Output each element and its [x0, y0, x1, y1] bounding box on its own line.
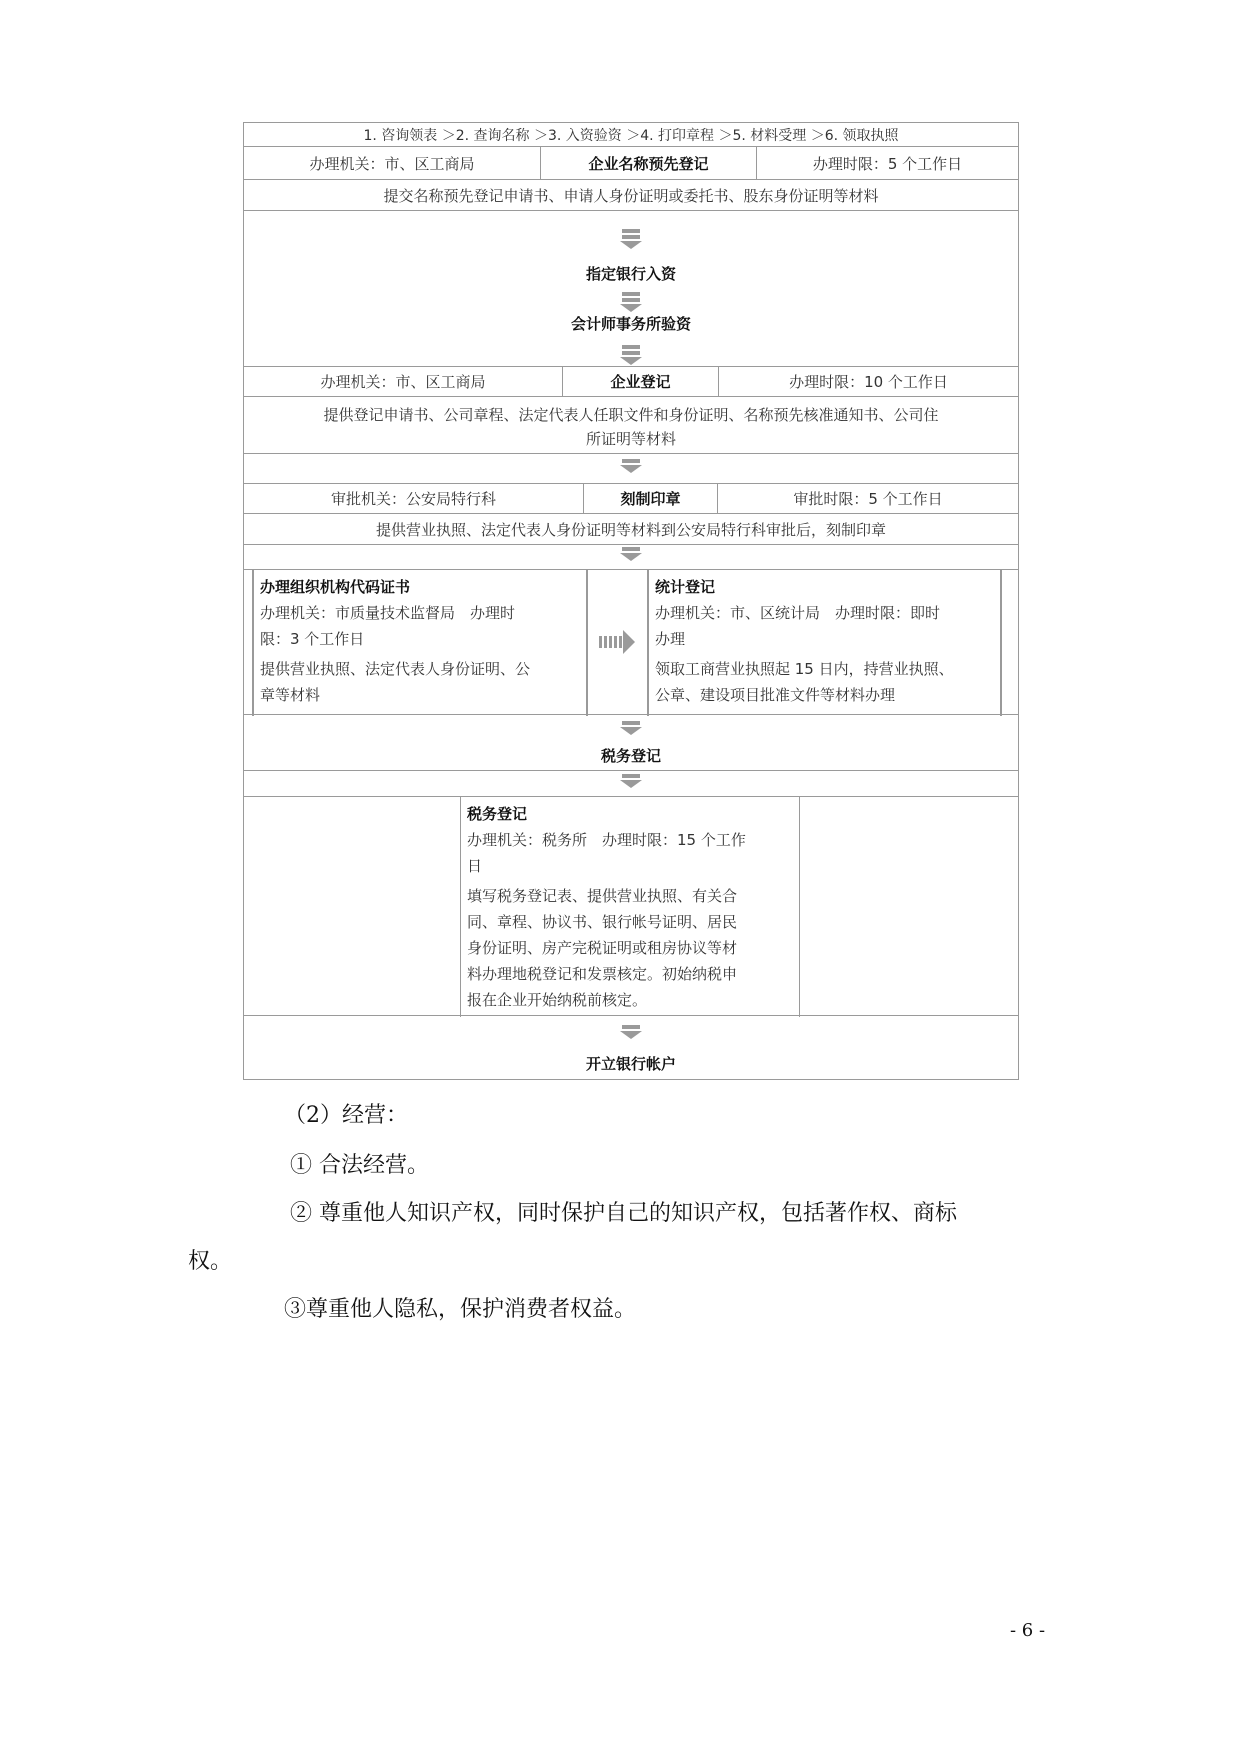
- org-code-agency-line1: 办理机关：市质量技术监督局 办理时: [260, 604, 516, 622]
- down-arrow-icon: [622, 345, 640, 365]
- down-arrow-icon: [622, 459, 640, 473]
- stats-title: 统计登记: [655, 578, 716, 596]
- org-code-agency-line2: 限：3 个工作日: [260, 630, 365, 648]
- tax-detail-materials-line: 料办理地税登记和发票核定。初始纳税申: [467, 965, 738, 983]
- step-capital-audit: 会计师事务所验资: [570, 314, 691, 333]
- step-open-bank-account: 开立银行帐户: [585, 1054, 676, 1073]
- down-arrow-icon: [622, 229, 640, 249]
- seal-materials-row: [244, 513, 1018, 545]
- down-arrow-icon: [622, 721, 640, 735]
- parallel-steps-row: [244, 569, 1018, 715]
- stats-materials-line2: 公章、建设项目批准文件等材料办理: [655, 686, 896, 704]
- step-bank-account-row: [244, 1049, 1018, 1077]
- company-reg-materials-line2: 所证明等材料: [585, 430, 676, 448]
- name-reg-materials-row: [244, 179, 1018, 211]
- step-audit-row: [244, 311, 1018, 335]
- tax-detail-row: [244, 796, 1018, 1016]
- step-bank-row: [244, 261, 1018, 285]
- list-item: ③尊重他人隐私，保护消费者权益。: [284, 1297, 637, 1322]
- steps-bar: [244, 123, 1018, 147]
- seal-agency: 审批机关：公安局特行科: [330, 490, 496, 508]
- name-reg-materials: 提交名称预先登记申请书、申请人身份证明或委托书、股东身份证明等材料: [383, 186, 879, 205]
- list-item: ① 合法经营。: [290, 1153, 429, 1178]
- tax-detail-box: [460, 797, 800, 1017]
- tax-detail-agency-line1: 办理机关：税务所 办理时限：15 个工作: [467, 831, 746, 849]
- page-number: - 6 -: [1010, 1620, 1046, 1641]
- company-reg-agency: 办理机关：市、区工商局: [320, 373, 486, 391]
- tax-detail-materials-line: 报在企业开始纳税前核定。: [467, 991, 648, 1009]
- down-arrow-icon: [622, 292, 640, 312]
- right-arrow-icon: [599, 630, 633, 654]
- step-tax-registration: 税务登记: [600, 747, 661, 765]
- company-reg-title: 企业登记: [562, 367, 718, 396]
- stats-materials-line1: 领取工商营业执照起 15 日内，持营业执照、: [655, 660, 954, 678]
- name-reg-agency: 办理机关：市、区工商局: [309, 154, 475, 173]
- list-item: ② 尊重他人知识产权，同时保护自己的知识产权，包括著作权、商标: [290, 1201, 957, 1226]
- list-item-continuation: 权。: [188, 1249, 233, 1274]
- org-code-materials-line2: 章等材料: [260, 686, 321, 704]
- down-arrow-icon: [622, 774, 640, 788]
- org-code-title: 办理组织机构代码证书: [260, 578, 411, 596]
- seal-title: 刻制印章: [583, 484, 717, 513]
- tax-detail-agency-line2: 日: [467, 857, 483, 875]
- seal-header: [244, 483, 1018, 513]
- org-code-materials-line1: 提供营业执照、法定代表人身份证明、公: [260, 660, 531, 678]
- org-code-box: [252, 570, 588, 716]
- down-arrow-icon: [622, 547, 640, 561]
- tax-detail-materials-line: 身份证明、房产完税证明或租房协议等材: [467, 939, 738, 957]
- step-tax-row: [244, 741, 1018, 771]
- tax-detail-materials-line: 填写税务登记表、提供营业执照、有关合: [467, 887, 738, 905]
- company-reg-materials: [244, 396, 1018, 454]
- company-reg-header: [244, 366, 1018, 396]
- seal-materials: 提供营业执照、法定代表人身份证明等材料到公安局特行科审批后，刻制印章: [375, 520, 886, 539]
- section-heading: （2）经营：: [284, 1103, 408, 1128]
- name-reg-time: 办理时限：5 个工作日: [756, 147, 1018, 179]
- registration-flowchart: [243, 122, 1019, 1080]
- tax-detail-title: 税务登记: [467, 805, 528, 823]
- tax-detail-materials-line: 同、章程、协议书、银行帐号证明、居民: [467, 913, 738, 931]
- seal-time: 审批时限：5 个工作日: [717, 484, 1018, 513]
- name-reg-header: [244, 147, 1018, 179]
- step-bank-deposit: 指定银行入资: [585, 264, 676, 283]
- company-reg-time: 办理时限：10 个工作日: [718, 367, 1018, 396]
- stats-agency-line2: 办理: [655, 630, 686, 648]
- stats-box: [647, 570, 1002, 716]
- steps-bar-text: 1. 咨询领表 ＞2. 查询名称 ＞3. 入资验资 ＞4. 打印章程 ＞5. 材料受理 ＞6. 领取执照: [363, 127, 899, 144]
- name-reg-title: 企业名称预先登记: [540, 147, 756, 179]
- company-reg-materials-line1: 提供登记申请书、公司章程、法定代表人任职文件和身份证明、名称预先核准通知书、公司住: [323, 406, 939, 424]
- down-arrow-icon: [622, 1025, 640, 1039]
- stats-agency-line1: 办理机关：市、区统计局 办理时限：即时: [655, 604, 941, 622]
